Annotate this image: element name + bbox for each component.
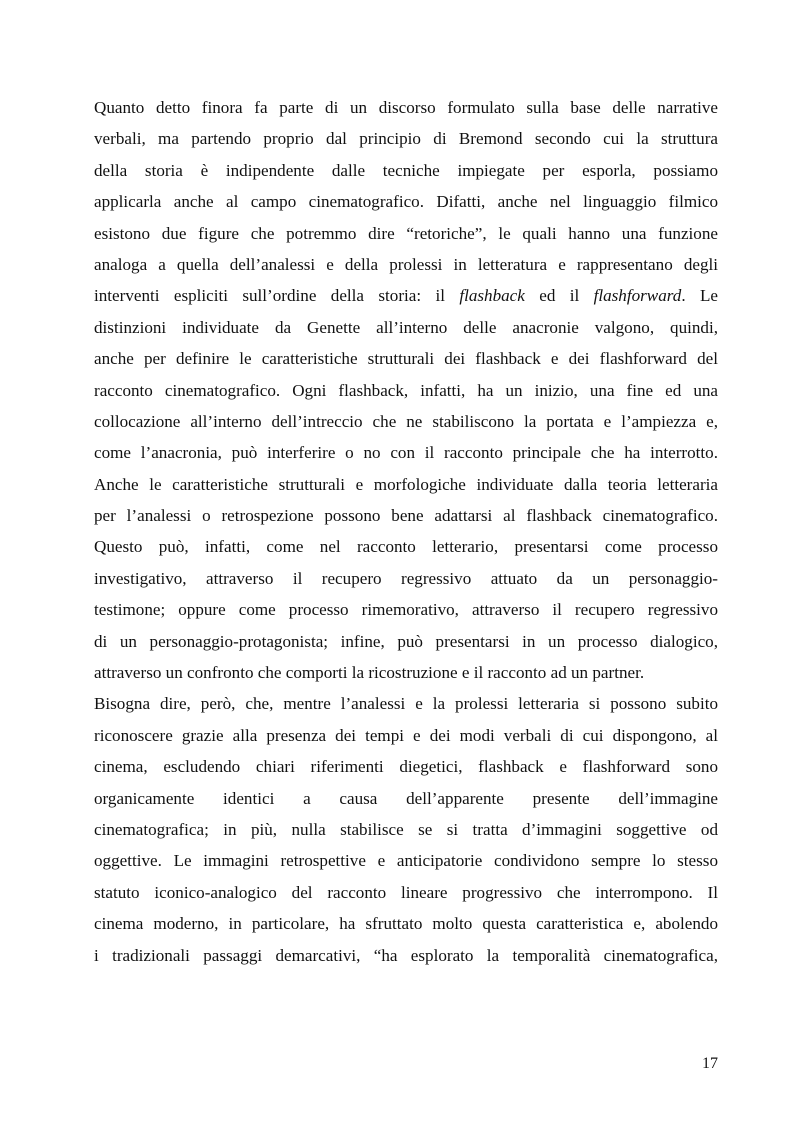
text-line: statuto iconico-analogico del racconto lineare progressivo che interrompono. Il — [94, 882, 718, 902]
text-line: cinematografica; in più, nulla stabilisce se si tratta d’immagini soggettive od — [94, 819, 718, 839]
text-line: della storia è indipendente dalle tecniche impiegate per esporla, possiamo — [94, 160, 718, 180]
text-line: organicamente identici a causa dell’apparente presente dell’immagine — [94, 788, 718, 808]
text-line: applicarla anche al campo cinematografico. Difatti, anche nel linguaggio filmico — [94, 192, 718, 212]
text-line: come l’anacronia, può interferire o no con il racconto principale che ha interrotto. — [94, 443, 718, 463]
document-page — [94, 92, 718, 971]
text-line: Bisogna dire, però, che, mentre l’analessi e la prolessi letteraria si possono subito — [94, 694, 718, 714]
paragraph-1 — [94, 92, 718, 688]
text-line: riconoscere grazie alla presenza dei tempi e dei modi verbali di cui dispongono, al — [94, 725, 718, 745]
text-line: Quanto detto finora fa parte di un discorso formulato sulla base delle narrative — [94, 98, 718, 117]
text-line: investigativo, attraverso il recupero regressivo attuato da un personaggio- — [94, 568, 718, 588]
page-number: 17 — [702, 1055, 718, 1072]
text-line: anche per definire le caratteristiche strutturali dei flashback e dei flashforward del — [94, 349, 718, 369]
text-line: Anche le caratteristiche strutturali e morfologiche individuate dalla teoria letteraria — [94, 474, 718, 494]
text-line: oggettive. Le immagini retrospettive e anticipatorie condividono sempre lo stesso — [94, 851, 718, 871]
text-line: cinema, escludendo chiari riferimenti diegetici, flashback e flashforward sono — [94, 757, 718, 777]
text-line: esistono due figure che potremmo dire “retoriche”, le quali hanno una funzione — [94, 223, 718, 243]
text-line: analoga a quella dell’analessi e della prolessi in letteratura e rappresentano degli — [94, 254, 718, 274]
text-line: interventi espliciti sull’ordine della storia: il flashback ed il flashforward. Le — [94, 286, 718, 306]
text-line: testimone; oppure come processo rimemorativo, attraverso il recupero regressivo — [94, 600, 718, 620]
paragraph-2 — [94, 688, 718, 971]
text-line: i tradizionali passaggi demarcativi, “ha esplorato la temporalità cinematografica, — [94, 945, 718, 965]
text-line: attraverso un confronto che comporti la ricostruzione e il racconto ad un partner. — [94, 663, 645, 683]
text-line: verbali, ma partendo proprio dal principio di Bremond secondo cui la struttura — [94, 129, 718, 149]
text-line: Questo può, infatti, come nel racconto letterario, presentarsi come processo — [94, 537, 718, 557]
text-line: cinema moderno, in particolare, ha sfruttato molto questa caratteristica e, abolendo — [94, 914, 718, 934]
text-line: collocazione all’interno dell’intreccio che ne stabiliscono la portata e l’ampiezza e, — [94, 411, 718, 431]
text-line: racconto cinematografico. Ogni flashback, infatti, ha un inizio, una fine ed una — [94, 380, 718, 400]
text-line: per l’analessi o retrospezione possono bene adattarsi al flashback cinematografico. — [94, 506, 718, 526]
text-line: distinzioni individuate da Genette all’interno delle anacronie valgono, quindi, — [94, 317, 718, 337]
text-line: di un personaggio-protagonista; infine, può presentarsi in un processo dialogico, — [94, 631, 718, 651]
